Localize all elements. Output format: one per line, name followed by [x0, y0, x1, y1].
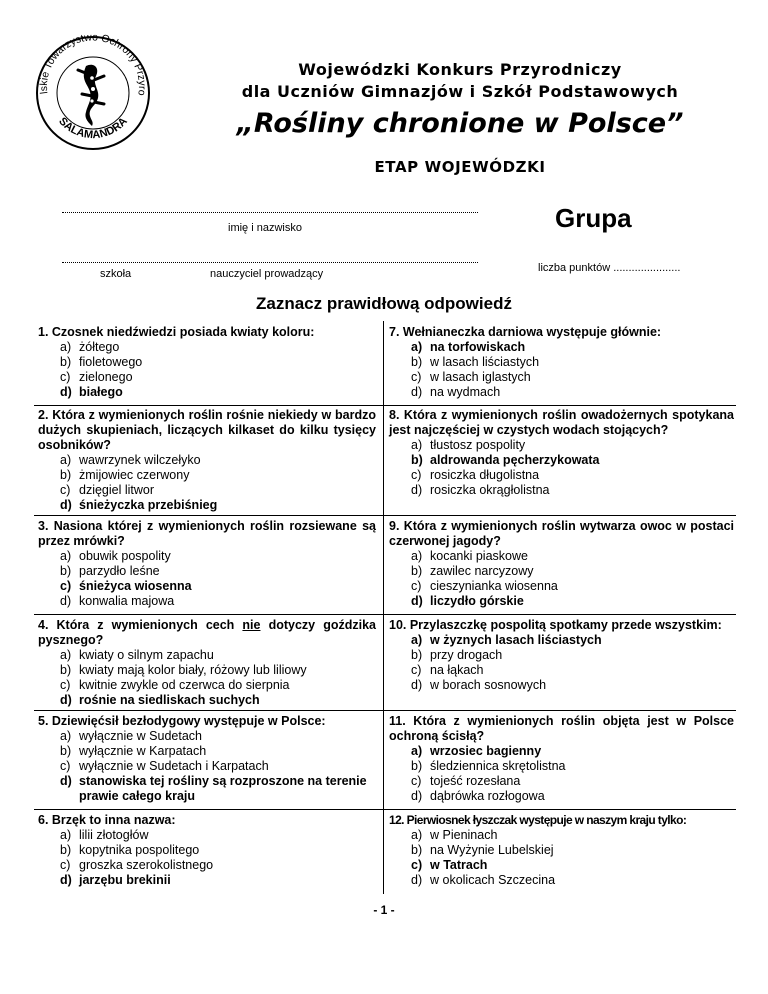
option-letter: a) [411, 744, 423, 758]
row-divider [34, 405, 736, 406]
option-letter: a) [411, 828, 423, 842]
question-text-part: dotyczy goździka pysznego? [38, 618, 376, 647]
answer-option[interactable] [389, 340, 734, 355]
answer-option[interactable] [389, 370, 734, 385]
answer-option[interactable] [389, 468, 734, 483]
option-text: w żyznych lasach liściastych [430, 633, 602, 647]
contest-title: „Rośliny chronione w Polsce” [236, 108, 684, 139]
page-number: - 1 - [373, 903, 395, 917]
option-text: w Tatrach [430, 858, 488, 872]
question-5 [389, 519, 734, 609]
answer-option[interactable] [389, 453, 734, 468]
option-text: konwalia majowa [79, 594, 175, 608]
question-negation: nie [242, 618, 261, 632]
school-teacher-field-line[interactable] [62, 262, 478, 263]
option-text: groszka szerokolistnego [79, 858, 214, 872]
salamander-icon [78, 65, 104, 126]
option-letter: a) [60, 340, 72, 354]
option-letter: b) [411, 648, 423, 662]
answer-option[interactable] [389, 483, 734, 498]
answer-option[interactable] [389, 828, 734, 843]
option-letter: d) [411, 678, 423, 692]
option-letter: a) [411, 633, 423, 647]
option-letter: c) [60, 759, 71, 773]
option-text: rosiczka okrągłolistna [430, 483, 550, 497]
svg-text:Polskie Towarzystwo Ochrony Pr: lskie Towarzystwo Ochrony Przyro [37, 34, 149, 97]
option-letter: a) [60, 729, 72, 743]
option-letter: d) [60, 498, 72, 512]
option-text: cieszynianka wiosenna [430, 579, 558, 593]
option-letter: d) [411, 873, 423, 887]
option-text: tłustosz pospolity [430, 438, 526, 452]
option-letter: b) [60, 355, 72, 369]
option-letter: d) [411, 483, 423, 497]
option-text: żmijowiec czerwony [79, 468, 190, 482]
option-text: w okolicach Szczecina [430, 873, 556, 887]
answer-option[interactable] [389, 564, 734, 579]
option-text: lilii złotogłów [79, 828, 149, 842]
option-text: wyłącznie w Karpatach [79, 744, 207, 758]
question-text [38, 618, 376, 648]
option-letter: c) [60, 579, 72, 593]
answer-option[interactable] [389, 648, 734, 663]
question-3 [389, 408, 734, 498]
option-text: na Wyżynie Lubelskiej [430, 843, 554, 857]
answer-option[interactable] [389, 633, 734, 648]
option-letter: a) [411, 340, 423, 354]
option-letter: c) [411, 858, 423, 872]
answer-option[interactable] [38, 759, 376, 774]
option-text: w borach sosnowych [430, 678, 547, 692]
option-letter: b) [411, 564, 423, 578]
contest-audience: dla Uczniów Gimnazjów i Szkół Podstawowych [241, 82, 679, 101]
row-divider [34, 710, 736, 711]
question-8 [38, 714, 376, 804]
answer-option[interactable] [38, 468, 376, 483]
option-letter: d) [60, 774, 72, 788]
option-text: żółtego [79, 340, 120, 354]
answer-option[interactable] [38, 648, 376, 663]
question-text: 9. Która z wymienionych roślin wytwarza owoc w postaci czerwonej jagody? [389, 519, 734, 548]
row-divider [34, 809, 736, 810]
question-text: 1. Czosnek niedźwiedzi posiada kwiaty koloru: [38, 325, 315, 339]
answer-option[interactable] [38, 370, 376, 385]
answer-option[interactable] [389, 744, 734, 759]
question-text: 3. Nasiona której z wymienionych roślin rozsiewane są przez mrówki? [38, 519, 376, 548]
option-text: śledziennica skrętolistna [430, 759, 566, 773]
stage-label: ETAP WOJEWÓDZKI [374, 158, 546, 176]
option-letter: b) [60, 843, 72, 857]
option-text: kwiaty mają kolor biały, różowy lub liliowy [79, 663, 307, 677]
question-4 [38, 519, 376, 609]
answer-option[interactable] [38, 774, 376, 804]
answer-option[interactable] [389, 858, 734, 873]
option-letter: b) [60, 564, 72, 578]
option-letter: d) [411, 789, 423, 803]
option-letter: a) [411, 549, 423, 563]
instruction-heading: Zaznacz prawidłową odpowiedź [256, 294, 512, 313]
answer-option[interactable] [389, 549, 734, 564]
option-letter: b) [60, 663, 72, 677]
answer-option[interactable] [38, 579, 376, 594]
option-letter: a) [60, 648, 72, 662]
question-text-part: 4. Która z wymienionych cech [38, 618, 243, 632]
answer-option[interactable] [389, 759, 734, 774]
answer-option[interactable] [38, 355, 376, 370]
option-letter: b) [411, 843, 423, 857]
answer-option[interactable] [389, 594, 734, 609]
question-text: 7. Wełnianeczka darniowa występuje głównie: [389, 325, 662, 339]
question-7 [389, 618, 734, 693]
answer-option[interactable] [38, 385, 376, 400]
question-11 [389, 813, 734, 888]
name-label: imię i nazwisko [228, 222, 302, 234]
option-text: na łąkach [430, 663, 484, 677]
answer-option[interactable] [389, 789, 734, 804]
answer-option[interactable] [38, 594, 376, 609]
question-10 [38, 813, 376, 888]
question-1 [389, 325, 734, 400]
answer-option[interactable] [389, 355, 734, 370]
option-letter: b) [411, 759, 423, 773]
option-letter: a) [411, 438, 423, 452]
answer-option[interactable] [38, 744, 376, 759]
answer-option[interactable] [38, 828, 376, 843]
option-text: w lasach liściastych [430, 355, 540, 369]
question-text: 12. Pierwiosnek łyszczak występuje w naszym kraju tylko: [389, 813, 687, 827]
option-text: kwitnie zwykle od czerwca do sierpnia [79, 678, 290, 692]
option-text: tojeść rozesłana [430, 774, 521, 788]
question-text: 2. Która z wymienionych roślin rośnie niekiedy w bardzo dużych skupieniach, liczących kilkaset do kilku tysięcy osobników? [38, 408, 376, 452]
name-field-line[interactable] [62, 212, 478, 213]
option-letter: c) [60, 483, 71, 497]
answer-option[interactable] [38, 729, 376, 744]
question-2 [38, 408, 376, 513]
option-text: dzięgiel litwor [79, 483, 155, 497]
option-text: zielonego [79, 370, 133, 384]
option-text: zawilec narcyzowy [430, 564, 534, 578]
option-text: rosiczka długolistna [430, 468, 540, 482]
option-text: rośnie na siedliskach suchych [79, 693, 260, 707]
answer-option[interactable] [389, 873, 734, 888]
option-text: na wydmach [430, 385, 501, 399]
question-6 [38, 618, 376, 708]
answer-option[interactable] [389, 678, 734, 693]
answer-option[interactable] [38, 873, 376, 888]
column-divider [383, 321, 384, 894]
contest-name: Wojewódzki Konkurs Przyrodniczy [298, 60, 622, 79]
answer-option[interactable] [389, 385, 734, 400]
row-divider [34, 614, 736, 615]
option-text: kocanki piaskowe [430, 549, 528, 563]
option-letter: c) [60, 858, 71, 872]
option-letter: c) [411, 579, 422, 593]
option-text: dąbrówka rozłogowa [430, 789, 545, 803]
question-text: 6. Brzęk to inna nazwa: [38, 813, 176, 827]
option-letter: c) [60, 370, 71, 384]
answer-option[interactable] [38, 549, 376, 564]
option-letter: a) [60, 828, 72, 842]
option-text: kwiaty o silnym zapachu [79, 648, 214, 662]
option-text: kopytnika pospolitego [79, 843, 200, 857]
answer-option[interactable] [389, 843, 734, 858]
answer-option[interactable] [38, 453, 376, 468]
option-text: w Pieninach [430, 828, 498, 842]
option-text: parzydło leśne [79, 564, 160, 578]
answer-option[interactable] [389, 663, 734, 678]
option-letter: b) [60, 468, 72, 482]
school-label: szkoła [100, 268, 132, 280]
answer-option[interactable] [38, 858, 376, 873]
answer-option[interactable] [38, 498, 376, 513]
option-letter: d) [411, 594, 423, 608]
option-letter: d) [411, 385, 423, 399]
option-text: białego [79, 385, 123, 399]
answer-option[interactable] [38, 564, 376, 579]
option-letter: d) [60, 873, 72, 887]
answer-option[interactable] [38, 340, 376, 355]
question-text: 8. Która z wymienionych roślin owadożernych spotykana jest najczęściej w czystych wodach stojących? [389, 408, 734, 437]
teacher-label: nauczyciel prowadzący [210, 268, 324, 280]
option-text: liczydło górskie [430, 594, 524, 608]
option-letter: c) [60, 678, 71, 692]
question-text: 10. Przylaszczkę pospolitą spotkamy przede wszystkim: [389, 618, 722, 632]
option-letter: d) [60, 594, 72, 608]
answer-option[interactable] [389, 774, 734, 789]
points-field[interactable]: liczba punktów ...................... [538, 262, 681, 274]
option-text: fioletowego [79, 355, 143, 369]
svg-text:SALAMANDRA: SALAMANDRA [56, 115, 130, 142]
option-text: wyłącznie w Sudetach i Karpatach [79, 759, 269, 773]
question-0 [38, 325, 376, 400]
option-text: obuwik pospolity [79, 549, 171, 563]
group-label: Grupa [555, 203, 632, 233]
option-letter: b) [411, 453, 423, 467]
option-letter: b) [60, 744, 72, 758]
option-text: wawrzynek wilczełyko [79, 453, 201, 467]
question-9 [389, 714, 734, 804]
option-text: wrzosiec bagienny [430, 744, 542, 758]
question-text: 5. Dziewięćsił bezłodygowy występuje w Polsce: [38, 714, 326, 728]
option-letter: c) [411, 663, 422, 677]
answer-option[interactable] [38, 843, 376, 858]
answer-option[interactable] [38, 678, 376, 693]
option-letter: c) [411, 468, 422, 482]
option-letter: c) [411, 370, 422, 384]
option-text: aldrowanda pęcherzykowata [430, 453, 600, 467]
option-text: przy drogach [430, 648, 503, 662]
answer-option[interactable] [389, 579, 734, 594]
option-letter: d) [60, 693, 72, 707]
option-letter: c) [411, 774, 422, 788]
option-letter: b) [411, 355, 423, 369]
option-text: śnieżyca wiosenna [79, 579, 192, 593]
option-text: na torfowiskach [430, 340, 526, 354]
answer-option[interactable] [389, 438, 734, 453]
option-letter: d) [60, 385, 72, 399]
row-divider [34, 515, 736, 516]
option-text: wyłącznie w Sudetach [79, 729, 202, 743]
option-text: w lasach iglastych [430, 370, 531, 384]
option-text: śnieżyczka przebiśnieg [79, 498, 218, 512]
salamandra-logo [34, 34, 152, 152]
option-text: jarzębu brekinii [79, 873, 171, 887]
option-letter: a) [60, 453, 72, 467]
option-letter: a) [60, 549, 72, 563]
question-text: 11. Która z wymienionych roślin objęta jest w Polsce ochroną ścisłą? [389, 714, 734, 743]
option-text: stanowiska tej rośliny są rozproszone na terenie prawie całego kraju [79, 774, 367, 803]
answer-option[interactable] [38, 483, 376, 498]
answer-option[interactable] [38, 663, 376, 678]
answer-option[interactable] [38, 693, 376, 708]
